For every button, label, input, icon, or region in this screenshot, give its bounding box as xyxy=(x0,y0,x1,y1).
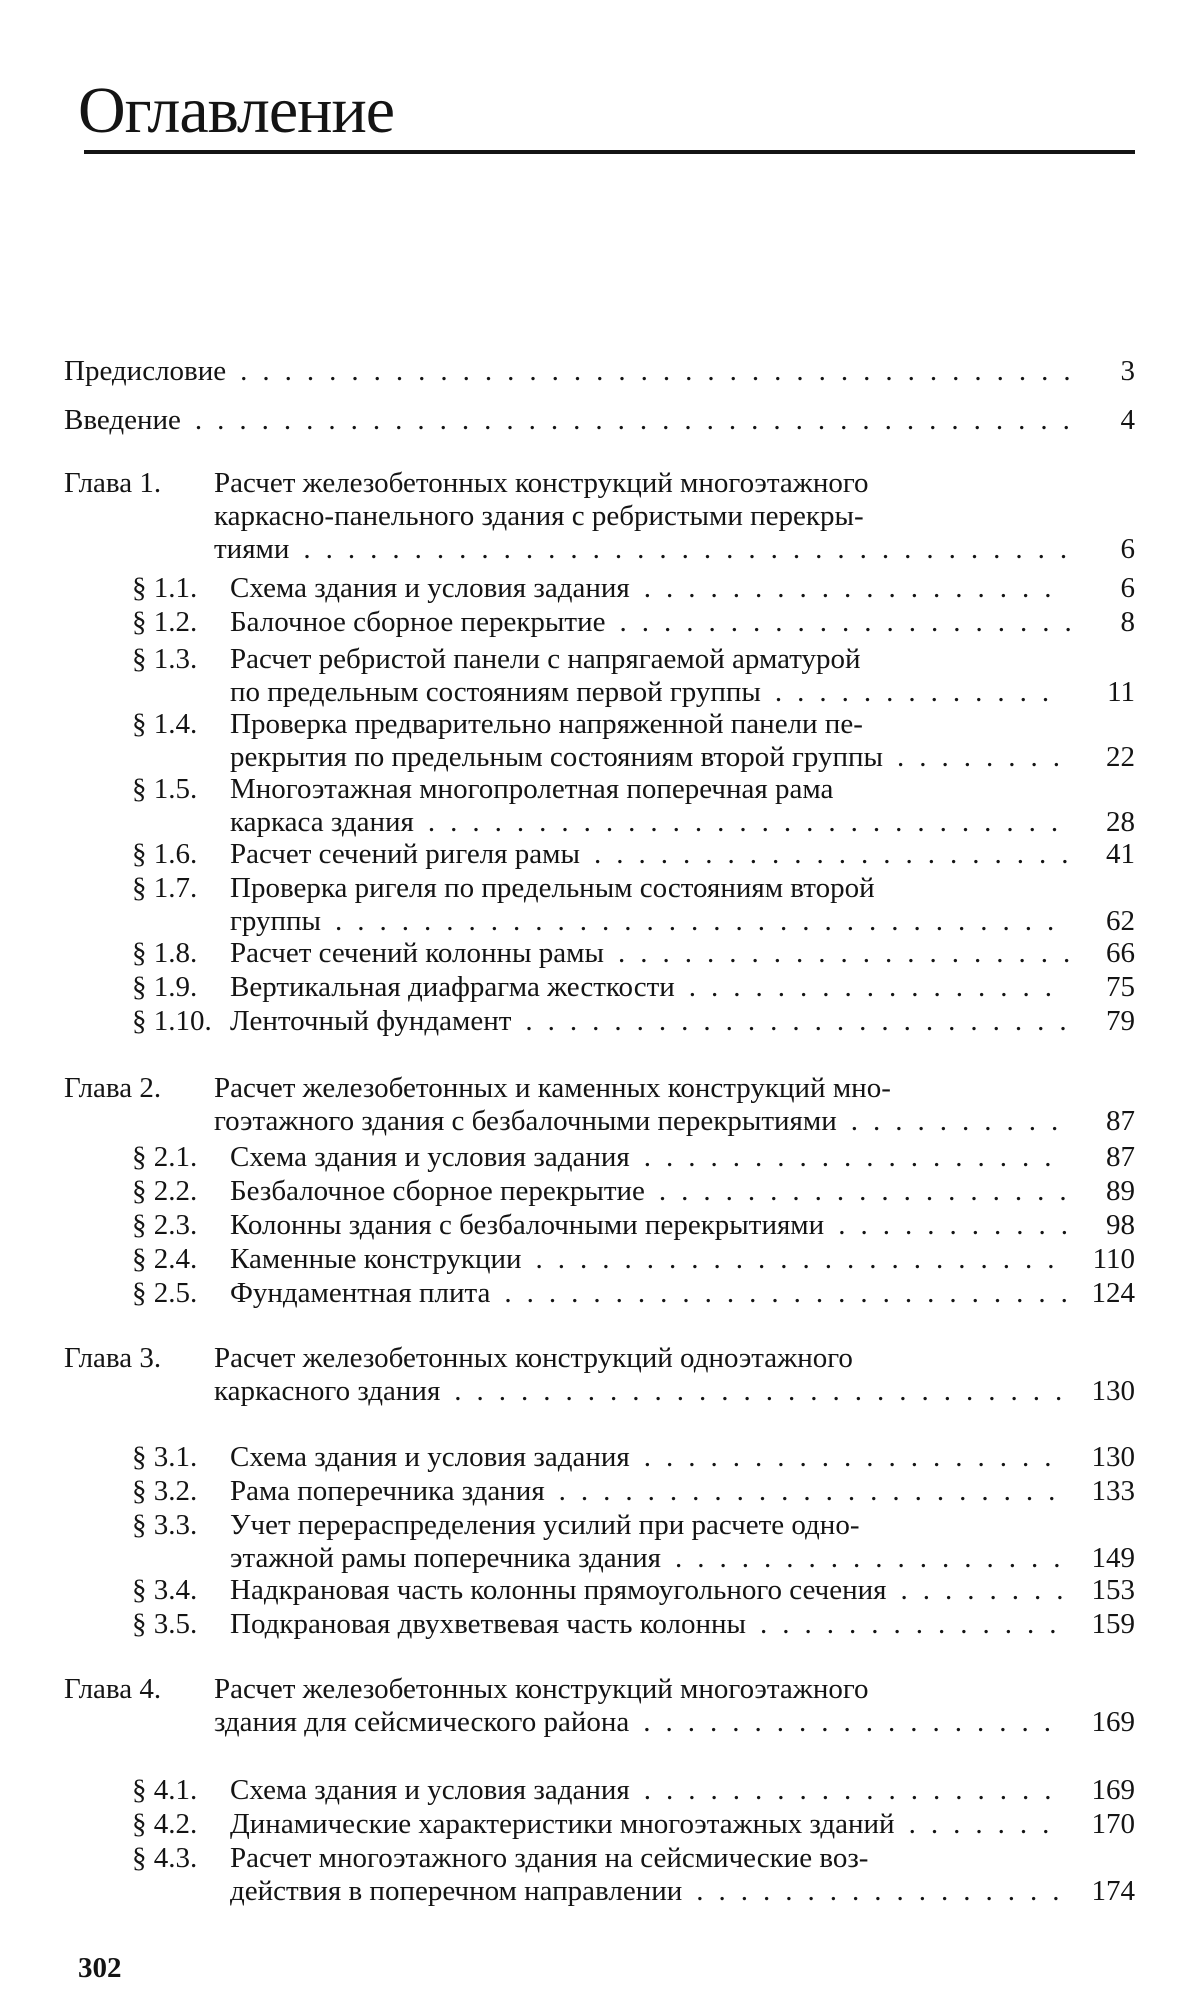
chapter-number: Глава 2. xyxy=(64,1072,162,1104)
entry-title-line: Расчет ребристой панели с напрягаемой арматурой xyxy=(230,643,861,675)
entry-title-line: Рама поперечника здания xyxy=(230,1475,545,1507)
toc-line xyxy=(132,1509,1135,1542)
entry-title-line: Надкрановая часть колонны прямоугольного сечения xyxy=(230,1574,887,1606)
entry-title-line: гоэтажного здания с безбалочными перекрытиями xyxy=(214,1105,837,1137)
toc-line xyxy=(64,404,1135,437)
section-number: § 4.2. xyxy=(132,1808,198,1840)
page-reference: 28 xyxy=(1106,806,1135,838)
entry-title-line: тиями xyxy=(214,533,290,565)
toc-line xyxy=(132,708,1135,741)
section-number: § 2.2. xyxy=(132,1175,198,1207)
page-reference: 89 xyxy=(1106,1175,1135,1207)
entry-title-line: Предисловие xyxy=(64,355,227,387)
entry-title-line: Введение xyxy=(64,404,181,436)
entry-title-line: Схема здания и условия задания xyxy=(230,1441,630,1473)
section-number: § 4.3. xyxy=(132,1842,198,1874)
section-number: § 4.1. xyxy=(132,1774,198,1806)
toc-line xyxy=(132,971,1135,1004)
dot-leader: ................... xyxy=(658,1175,1082,1207)
toc-section-entry xyxy=(132,773,1135,839)
entry-title-line: Расчет железобетонных конструкций одноэтажного xyxy=(214,1342,853,1374)
entry-title-line: Ленточный фундамент xyxy=(230,1005,512,1037)
toc-line xyxy=(64,1342,1135,1375)
toc-chapter-entry xyxy=(64,1072,1135,1138)
page-reference: 4 xyxy=(1120,404,1135,436)
page-reference: 11 xyxy=(1107,676,1135,708)
toc-line xyxy=(132,1277,1135,1310)
page-reference: 41 xyxy=(1106,838,1135,870)
toc-section-entry xyxy=(132,1842,1135,1908)
page-reference: 3 xyxy=(1120,355,1135,387)
page-reference: 130 xyxy=(1091,1375,1135,1407)
entry-title-line: Динамические характеристики многоэтажных зданий xyxy=(230,1808,895,1840)
dot-leader: ................................. xyxy=(335,905,1070,937)
entry-title-line: Расчет сечений ригеля рамы xyxy=(230,838,580,870)
toc-section-entry xyxy=(132,1209,1135,1242)
page-title: Оглавление xyxy=(78,74,395,147)
entry-title-line: Расчет железобетонных конструкций многоэтажного xyxy=(214,467,869,499)
page-reference: 6 xyxy=(1120,572,1135,604)
toc-line xyxy=(132,1005,1135,1038)
chapter-number: Глава 3. xyxy=(64,1342,162,1374)
page-reference: 130 xyxy=(1091,1441,1135,1473)
toc-section-entry xyxy=(132,606,1135,639)
toc-front-entry xyxy=(64,404,1135,437)
entry-title-line: Схема здания и условия задания xyxy=(230,1141,630,1173)
toc-section-entry xyxy=(132,1509,1135,1575)
toc-line xyxy=(132,1441,1135,1474)
section-number: § 1.8. xyxy=(132,937,198,969)
section-number: § 2.4. xyxy=(132,1243,198,1275)
entry-title-line: по предельным состояниям первой группы xyxy=(230,676,761,708)
entry-title-line: действия в поперечном направлении xyxy=(230,1875,683,1907)
toc-section-entry xyxy=(132,971,1135,1004)
dot-leader: ...................... xyxy=(593,838,1084,870)
toc-section-entry xyxy=(132,1243,1135,1276)
toc-line xyxy=(64,1072,1135,1105)
toc-line xyxy=(132,1875,1135,1908)
toc-line xyxy=(132,1475,1135,1508)
entry-title-line: Проверка ригеля по предельным состояниям второй xyxy=(230,872,875,904)
toc-section-entry xyxy=(132,1175,1135,1208)
dot-leader: ................... xyxy=(643,1441,1067,1473)
toc-line xyxy=(132,606,1135,639)
entry-title-line: Учет перераспределения усилий при расчете одно- xyxy=(230,1509,860,1541)
toc-line xyxy=(64,533,1135,566)
section-number: § 1.3. xyxy=(132,643,198,675)
dot-leader: ........ xyxy=(900,1574,1079,1606)
toc-section-entry xyxy=(132,1277,1135,1310)
dot-leader: ....................... xyxy=(558,1475,1071,1507)
toc-section-entry xyxy=(132,937,1135,970)
section-number: § 3.5. xyxy=(132,1608,198,1640)
page-reference: 8 xyxy=(1120,606,1135,638)
entry-title-line: здания для сейсмического района xyxy=(214,1706,630,1738)
page-reference: 170 xyxy=(1091,1808,1135,1840)
toc-section-entry xyxy=(132,1808,1135,1841)
dot-leader: .............. xyxy=(760,1608,1072,1640)
page-reference: 153 xyxy=(1091,1574,1135,1606)
toc-section-entry xyxy=(132,572,1135,605)
toc-line xyxy=(64,467,1135,500)
toc-line xyxy=(64,1105,1135,1138)
toc-chapter-entry xyxy=(64,467,1135,566)
section-number: § 2.5. xyxy=(132,1277,198,1309)
toc-line xyxy=(132,1574,1135,1607)
section-number: § 1.10. xyxy=(132,1005,212,1037)
toc-line xyxy=(64,1706,1135,1739)
entry-title-line: Балочное сборное перекрытие xyxy=(230,606,606,638)
toc-chapter-entry xyxy=(64,1342,1135,1408)
page-reference: 124 xyxy=(1091,1277,1135,1309)
toc-line xyxy=(64,1375,1135,1408)
dot-leader: ......................... xyxy=(525,1005,1082,1037)
page-reference: 87 xyxy=(1106,1141,1135,1173)
section-number: § 1.4. xyxy=(132,708,198,740)
chapter-number: Глава 1. xyxy=(64,467,162,499)
toc-line xyxy=(132,773,1135,806)
dot-leader: ............................. xyxy=(427,806,1074,838)
dot-leader: ................... xyxy=(643,572,1067,604)
page-reference: 169 xyxy=(1091,1706,1135,1738)
toc-line xyxy=(132,937,1135,970)
toc-section-entry xyxy=(132,1608,1135,1641)
toc-line xyxy=(132,838,1135,871)
entry-title-line: Расчет сечений колонны рамы xyxy=(230,937,604,969)
page-reference: 159 xyxy=(1091,1608,1135,1640)
entry-title-line: рекрытия по предельным состояниям второй группы xyxy=(230,741,884,773)
toc-line xyxy=(132,741,1135,774)
entry-title-line: Расчет многоэтажного здания на сейсмические воз- xyxy=(230,1842,869,1874)
entry-title-line: группы xyxy=(230,905,322,937)
chapter-number: Глава 4. xyxy=(64,1673,162,1705)
toc-line xyxy=(132,905,1135,938)
toc-section-entry xyxy=(132,1141,1135,1174)
entry-title-line: Расчет железобетонных и каменных конструкций мно- xyxy=(214,1072,891,1104)
section-number: § 1.7. xyxy=(132,872,198,904)
toc-section-entry xyxy=(132,1005,1135,1038)
page-reference: 75 xyxy=(1106,971,1135,1003)
toc-section-entry xyxy=(132,643,1135,709)
dot-leader: ............................ xyxy=(454,1375,1078,1407)
entry-title-line: Безбалочное сборное перекрытие xyxy=(230,1175,645,1207)
section-number: § 3.3. xyxy=(132,1509,198,1541)
page-reference: 79 xyxy=(1106,1005,1135,1037)
section-number: § 1.1. xyxy=(132,572,198,604)
section-number: § 1.9. xyxy=(132,971,198,1003)
toc-line xyxy=(132,1243,1135,1276)
section-number: § 3.4. xyxy=(132,1574,198,1606)
entry-title-line: Расчет железобетонных конструкций многоэтажного xyxy=(214,1673,869,1705)
page-reference: 174 xyxy=(1091,1875,1135,1907)
dot-leader: ....... xyxy=(908,1808,1065,1840)
entry-title-line: Вертикальная диафрагма жесткости xyxy=(230,971,675,1003)
page-reference: 62 xyxy=(1106,905,1135,937)
page-reference: 87 xyxy=(1106,1105,1135,1137)
entry-title-line: Колонны здания с безбалочными перекрытиями xyxy=(230,1209,825,1241)
toc-line xyxy=(132,676,1135,709)
title-rule xyxy=(84,150,1135,154)
toc-section-entry xyxy=(132,872,1135,938)
dot-leader: ........................................ xyxy=(194,404,1085,436)
toc-line xyxy=(132,1209,1135,1242)
toc-section-entry xyxy=(132,838,1135,871)
page-reference: 22 xyxy=(1106,741,1135,773)
page-reference: 110 xyxy=(1092,1243,1135,1275)
section-number: § 1.5. xyxy=(132,773,198,805)
toc-section-entry xyxy=(132,1574,1135,1607)
page-reference: 66 xyxy=(1106,937,1135,969)
section-number: § 1.2. xyxy=(132,606,198,638)
dot-leader: ........................ xyxy=(535,1243,1070,1275)
dot-leader: ..................... xyxy=(619,606,1087,638)
toc-line xyxy=(132,572,1135,605)
page-number-folio: 302 xyxy=(78,1952,122,1984)
dot-leader: ................. xyxy=(696,1875,1075,1907)
dot-leader: ................................... xyxy=(303,533,1083,565)
entry-title-line: каркасного здания xyxy=(214,1375,441,1407)
toc-line xyxy=(132,643,1135,676)
entry-title-line: каркасно-панельного здания с ребристыми перекры- xyxy=(214,500,864,532)
toc-line xyxy=(64,1673,1135,1706)
dot-leader: ...................................... xyxy=(240,355,1086,387)
toc-line xyxy=(132,1774,1135,1807)
dot-leader: ..................... xyxy=(618,937,1086,969)
entry-title-line: Схема здания и условия задания xyxy=(230,572,630,604)
dot-leader: .......... xyxy=(850,1105,1074,1137)
toc-line xyxy=(64,355,1135,388)
section-number: § 2.1. xyxy=(132,1141,198,1173)
toc-section-entry xyxy=(132,1774,1135,1807)
dot-leader: ........... xyxy=(838,1209,1083,1241)
entry-title-line: Фундаментная плита xyxy=(230,1277,491,1309)
entry-title-line: каркаса здания xyxy=(230,806,414,838)
toc-line xyxy=(132,1175,1135,1208)
toc-line xyxy=(132,872,1135,905)
toc-line xyxy=(132,806,1135,839)
entry-title-line: Схема здания и условия задания xyxy=(230,1774,630,1806)
section-number: § 3.2. xyxy=(132,1475,198,1507)
dot-leader: ................... xyxy=(643,1141,1067,1173)
toc-line xyxy=(132,1808,1135,1841)
toc-section-entry xyxy=(132,708,1135,774)
section-number: § 1.6. xyxy=(132,838,198,870)
page-reference: 149 xyxy=(1091,1542,1135,1574)
page-reference: 98 xyxy=(1106,1209,1135,1241)
toc-front-entry xyxy=(64,355,1135,388)
dot-leader: .......................... xyxy=(504,1277,1083,1309)
dot-leader: ................. xyxy=(688,971,1068,1003)
section-number: § 2.3. xyxy=(132,1209,198,1241)
toc-line xyxy=(64,500,1135,533)
toc-line xyxy=(132,1542,1135,1575)
dot-leader: ........ xyxy=(897,741,1076,773)
entry-title-line: Многоэтажная многопролетная поперечная рама xyxy=(230,773,834,805)
toc-chapter-entry xyxy=(64,1673,1135,1739)
entry-title-line: этажной рамы поперечника здания xyxy=(230,1542,662,1574)
section-number: § 3.1. xyxy=(132,1441,198,1473)
entry-title-line: Каменные конструкции xyxy=(230,1243,522,1275)
entry-title-line: Подкрановая двухветвевая часть колонны xyxy=(230,1608,747,1640)
page-reference: 133 xyxy=(1091,1475,1135,1507)
page-reference: 169 xyxy=(1091,1774,1135,1806)
dot-leader: ............. xyxy=(774,676,1065,708)
toc-section-entry xyxy=(132,1475,1135,1508)
dot-leader: ................... xyxy=(643,1706,1066,1738)
toc-section-entry xyxy=(132,1441,1135,1474)
page-reference: 6 xyxy=(1120,533,1135,565)
dot-leader: .................. xyxy=(675,1542,1076,1574)
toc-line xyxy=(132,1608,1135,1641)
entry-title-line: Проверка предварительно напряженной панели пе- xyxy=(230,708,863,740)
toc-line xyxy=(132,1842,1135,1875)
dot-leader: ................... xyxy=(643,1774,1067,1806)
toc-line xyxy=(132,1141,1135,1174)
